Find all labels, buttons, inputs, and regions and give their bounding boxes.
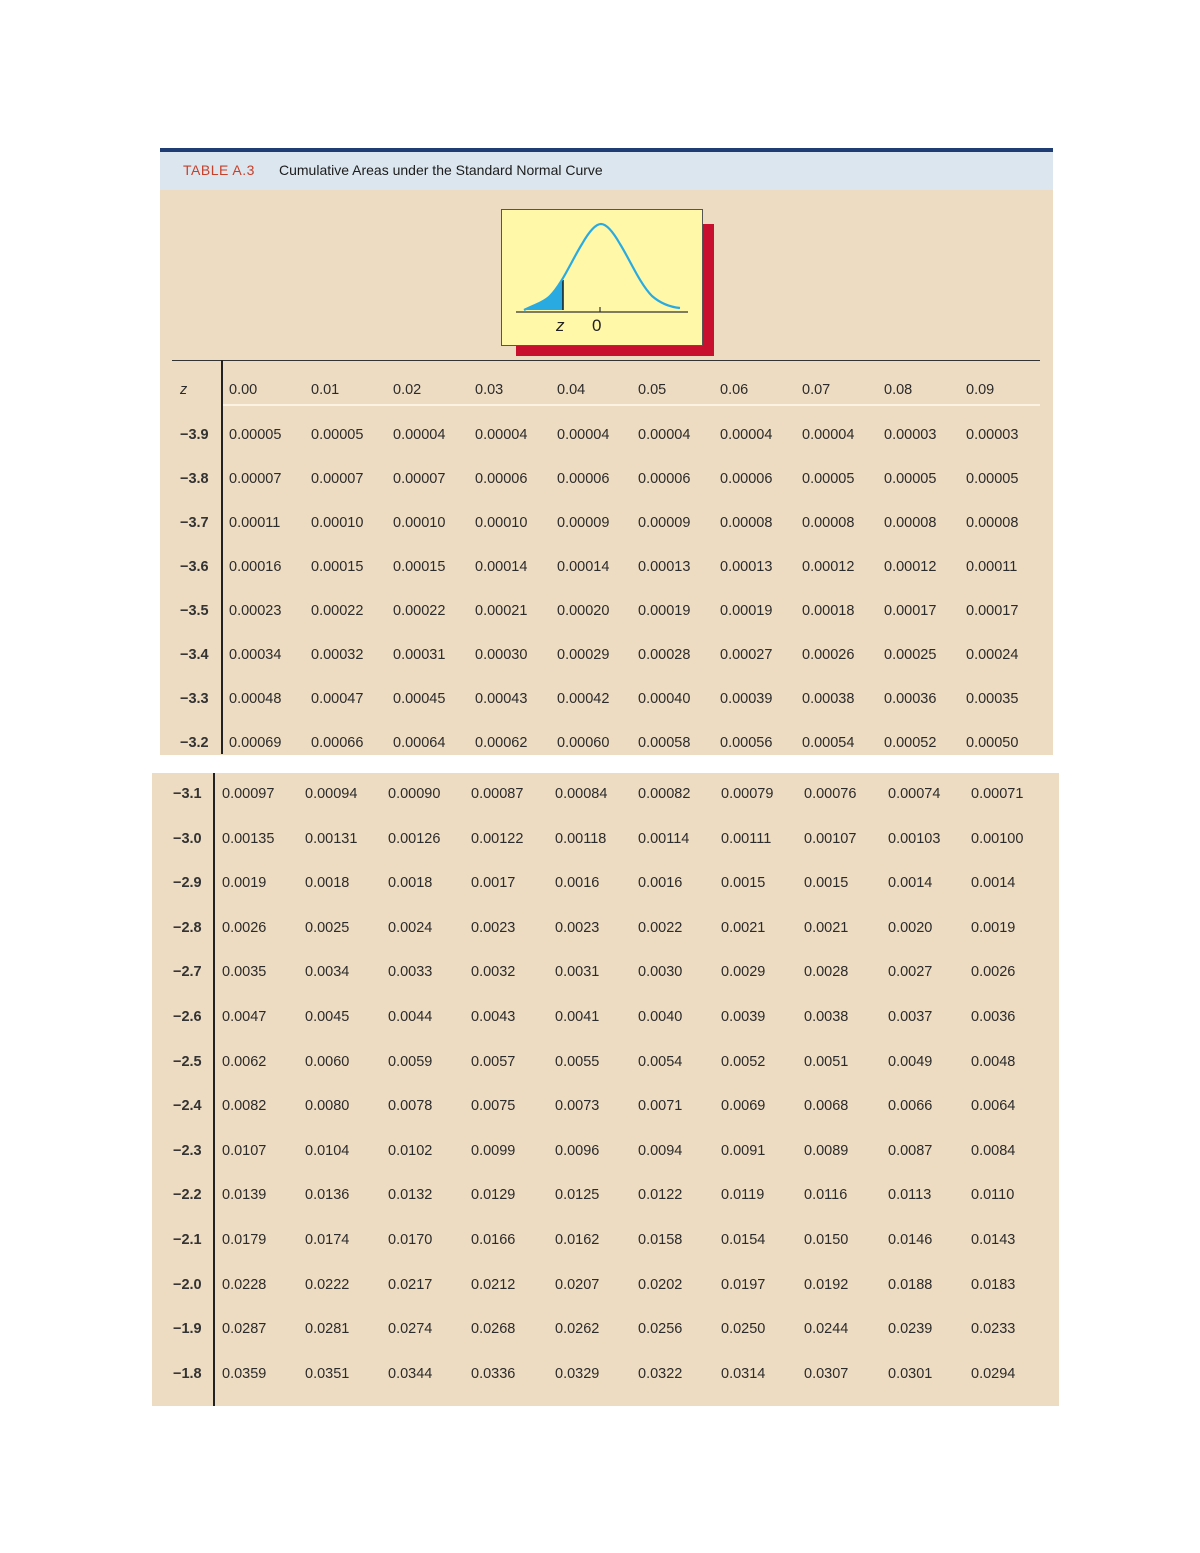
z-row-label: −3.7 <box>180 515 209 531</box>
table-cell: 0.0057 <box>471 1053 516 1070</box>
table-cell: 0.0268 <box>471 1321 516 1338</box>
table-cell: 0.00114 <box>638 830 690 847</box>
table-cell: 0.0062 <box>222 1053 267 1070</box>
table-cell: 0.0122 <box>638 1187 683 1204</box>
table-cell: 0.0014 <box>888 875 933 892</box>
table-cell: 0.00023 <box>229 603 282 619</box>
table-cell: 0.00007 <box>311 471 364 487</box>
table-cell: 0.0020 <box>888 919 933 936</box>
table-cell: 0.0022 <box>638 919 683 936</box>
z-row-label: −3.0 <box>173 830 202 847</box>
table-cell: 0.00045 <box>393 691 446 707</box>
table-cell: 0.00010 <box>393 515 446 531</box>
table-cell: 0.00012 <box>884 559 937 575</box>
table-cell: 0.00021 <box>475 603 528 619</box>
table-cell: 0.0170 <box>388 1232 433 1248</box>
table-cell: 0.00005 <box>884 471 937 487</box>
table-cell: 0.0048 <box>971 1053 1016 1070</box>
table-cell: 0.0068 <box>804 1098 849 1115</box>
table-cell: 0.00126 <box>388 830 441 847</box>
table-cell: 0.0351 <box>305 1365 350 1382</box>
table-cell: 0.0038 <box>804 1009 849 1025</box>
table-cell: 0.00122 <box>471 830 524 847</box>
table-cell: 0.0032 <box>471 964 516 981</box>
table-cell: 0.00011 <box>229 515 281 531</box>
table-cell: 0.00036 <box>884 691 937 707</box>
table-cell: 0.00118 <box>555 830 607 847</box>
table-cell: 0.00028 <box>638 647 691 663</box>
table-cell: 0.00004 <box>638 427 691 443</box>
table-cell: 0.0015 <box>804 875 849 892</box>
z-row-label: −3.1 <box>173 786 202 802</box>
table-cell: 0.00060 <box>557 735 610 751</box>
table-cell: 0.00034 <box>229 647 282 663</box>
table-cell: 0.0018 <box>388 875 433 892</box>
table-cell: 0.00043 <box>475 691 528 707</box>
table-cell: 0.0107 <box>222 1142 267 1159</box>
table-cell: 0.00026 <box>802 647 855 663</box>
table-cell: 0.00004 <box>557 427 610 443</box>
table-cell: 0.00039 <box>720 691 773 707</box>
table-cell: 0.00079 <box>721 786 774 802</box>
table-cell: 0.0021 <box>804 919 849 936</box>
table-cell: 0.0233 <box>971 1321 1016 1338</box>
z-row-label: −2.9 <box>173 875 202 892</box>
table-cell: 0.0314 <box>721 1365 766 1382</box>
table-cell: 0.0091 <box>721 1142 766 1159</box>
table-cell: 0.0039 <box>721 1009 766 1025</box>
table-cell: 0.00015 <box>311 559 364 575</box>
table-cell: 0.00013 <box>720 559 773 575</box>
table-cell: 0.0125 <box>555 1187 600 1204</box>
table-cell: 0.0136 <box>305 1187 350 1204</box>
table-cell: 0.00064 <box>393 735 446 751</box>
table-cell: 0.0274 <box>388 1321 433 1338</box>
table-cell: 0.00131 <box>305 830 358 847</box>
table-cell: 0.0207 <box>555 1276 600 1293</box>
table-cell: 0.0017 <box>471 875 516 892</box>
table-cell: 0.00011 <box>966 559 1018 575</box>
table-cell: 0.0307 <box>804 1365 849 1382</box>
normal-curve-figure <box>501 209 703 346</box>
table-cell: 0.0045 <box>305 1009 350 1025</box>
table-cell: 0.0027 <box>888 964 933 981</box>
table-cell: 0.0222 <box>305 1276 350 1293</box>
table-cell: 0.00006 <box>638 471 691 487</box>
table-cell: 0.00007 <box>229 471 282 487</box>
column-header: 0.06 <box>720 382 749 398</box>
table-cell: 0.0034 <box>305 964 350 981</box>
table-cell: 0.00012 <box>802 559 855 575</box>
table-cell: 0.0059 <box>388 1053 433 1070</box>
z-row-label: −3.9 <box>180 427 209 443</box>
table-cell: 0.0021 <box>721 919 766 936</box>
table-cell: 0.0078 <box>388 1098 433 1115</box>
z-row-label: −2.8 <box>173 919 202 936</box>
table-cell: 0.00056 <box>720 735 773 751</box>
column-header: 0.02 <box>393 382 422 398</box>
column-header: 0.07 <box>802 382 831 398</box>
table-cell: 0.0344 <box>388 1365 433 1382</box>
table-cell: 0.0166 <box>471 1232 516 1248</box>
table-cell: 0.0294 <box>971 1365 1016 1382</box>
z-row-label: −3.8 <box>180 471 209 487</box>
z-row-label: −1.8 <box>173 1365 202 1382</box>
table-cell: 0.0023 <box>555 919 600 936</box>
z-row-label: −2.5 <box>173 1053 202 1070</box>
table-cell: 0.00013 <box>638 559 691 575</box>
table-cell: 0.0202 <box>638 1276 683 1293</box>
table-cell: 0.00008 <box>884 515 937 531</box>
table-cell: 0.0094 <box>638 1142 683 1159</box>
table-cell: 0.00054 <box>802 735 855 751</box>
z-row-label: −2.7 <box>173 964 202 981</box>
table-cell: 0.00015 <box>393 559 446 575</box>
table-cell: 0.00027 <box>720 647 773 663</box>
table-title: Cumulative Areas under the Standard Normal Curve <box>279 162 603 178</box>
table-cell: 0.00006 <box>720 471 773 487</box>
normal-curve <box>524 224 680 310</box>
table-cell: 0.00006 <box>475 471 528 487</box>
table-cell: 0.0080 <box>305 1098 350 1115</box>
table-cell: 0.00009 <box>638 515 691 531</box>
table-cell: 0.00069 <box>229 735 282 751</box>
table-cell: 0.0016 <box>555 875 600 892</box>
z-row-label: −2.0 <box>173 1276 202 1293</box>
table-cell: 0.0016 <box>638 875 683 892</box>
z-column-divider-top <box>221 360 223 754</box>
table-cell: 0.0052 <box>721 1053 766 1070</box>
table-cell: 0.0040 <box>638 1009 683 1025</box>
table-cell: 0.00071 <box>971 786 1024 802</box>
z-row-label: −2.3 <box>173 1142 202 1159</box>
table-cell: 0.0064 <box>971 1098 1016 1115</box>
table-cell: 0.0197 <box>721 1276 766 1293</box>
table-cell: 0.00031 <box>393 647 446 663</box>
table-cell: 0.00005 <box>966 471 1019 487</box>
table-panel-bottom <box>152 773 1059 1406</box>
table-cell: 0.00010 <box>311 515 364 531</box>
table-cell: 0.0051 <box>804 1053 849 1070</box>
table-cell: 0.0132 <box>388 1187 433 1204</box>
table-cell: 0.0281 <box>305 1321 350 1338</box>
table-cell: 0.00100 <box>971 830 1024 847</box>
table-cell: 0.00047 <box>311 691 364 707</box>
table-cell: 0.0026 <box>222 919 267 936</box>
z-row-label: −2.2 <box>173 1187 202 1204</box>
table-cell: 0.0018 <box>305 875 350 892</box>
table-cell: 0.0084 <box>971 1142 1016 1159</box>
table-cell: 0.00050 <box>966 735 1019 751</box>
table-cell: 0.00022 <box>311 603 364 619</box>
column-header: 0.04 <box>557 382 586 398</box>
table-cell: 0.0015 <box>721 875 766 892</box>
column-header: 0.08 <box>884 382 913 398</box>
table-cell: 0.0047 <box>222 1009 267 1025</box>
table-cell: 0.0071 <box>638 1098 683 1115</box>
table-cell: 0.0035 <box>222 964 267 981</box>
table-cell: 0.0037 <box>888 1009 933 1025</box>
table-cell: 0.00019 <box>720 603 773 619</box>
table-cell: 0.0031 <box>555 964 600 981</box>
table-cell: 0.00020 <box>557 603 610 619</box>
column-header: 0.00 <box>229 382 258 398</box>
table-cell: 0.0075 <box>471 1098 516 1115</box>
header-underline <box>222 404 1040 406</box>
table-cell: 0.00004 <box>802 427 855 443</box>
table-cell: 0.0154 <box>721 1232 766 1248</box>
header-rule <box>172 360 1040 361</box>
table-cell: 0.00004 <box>393 427 446 443</box>
table-cell: 0.00024 <box>966 647 1019 663</box>
z-row-label: −3.2 <box>180 735 209 751</box>
table-cell: 0.0113 <box>888 1187 932 1204</box>
table-cell: 0.0150 <box>804 1232 849 1248</box>
table-cell: 0.0073 <box>555 1098 600 1115</box>
table-cell: 0.0089 <box>804 1142 849 1159</box>
table-cell: 0.00014 <box>557 559 610 575</box>
table-cell: 0.00058 <box>638 735 691 751</box>
table-cell: 0.00094 <box>305 786 358 802</box>
table-cell: 0.00018 <box>802 603 855 619</box>
table-cell: 0.00087 <box>471 786 524 802</box>
table-cell: 0.0087 <box>888 1142 933 1159</box>
table-cell: 0.0033 <box>388 964 433 981</box>
table-cell: 0.0143 <box>971 1232 1016 1248</box>
table-cell: 0.00008 <box>802 515 855 531</box>
table-cell: 0.0055 <box>555 1053 600 1070</box>
table-cell: 0.0139 <box>222 1187 267 1204</box>
table-cell: 0.00003 <box>884 427 937 443</box>
table-cell: 0.0179 <box>222 1232 267 1248</box>
table-cell: 0.00040 <box>638 691 691 707</box>
z-column-divider-bottom <box>213 773 215 1406</box>
z-row-label: −1.9 <box>173 1321 202 1338</box>
table-cell: 0.00017 <box>884 603 937 619</box>
table-cell: 0.00017 <box>966 603 1019 619</box>
table-cell: 0.0102 <box>388 1142 433 1159</box>
normal-curve-svg <box>502 210 704 347</box>
table-cell: 0.00111 <box>721 830 772 847</box>
z-column-header: z <box>180 382 188 398</box>
table-cell: 0.00010 <box>475 515 528 531</box>
table-cell: 0.0244 <box>804 1321 849 1338</box>
table-cell: 0.0019 <box>222 875 267 892</box>
table-cell: 0.0146 <box>888 1232 933 1248</box>
table-cell: 0.00014 <box>475 559 528 575</box>
table-cell: 0.0099 <box>471 1142 516 1159</box>
table-cell: 0.0262 <box>555 1321 600 1338</box>
table-cell: 0.0030 <box>638 964 683 981</box>
table-cell: 0.0228 <box>222 1276 267 1293</box>
table-cell: 0.0104 <box>305 1142 350 1159</box>
table-cell: 0.0054 <box>638 1053 683 1070</box>
table-cell: 0.0301 <box>888 1365 933 1382</box>
table-cell: 0.0041 <box>555 1009 600 1025</box>
title-bar <box>160 152 1053 190</box>
table-cell: 0.0060 <box>305 1053 350 1070</box>
table-cell: 0.0014 <box>971 875 1016 892</box>
table-cell: 0.0096 <box>555 1142 600 1159</box>
table-cell: 0.00074 <box>888 786 941 802</box>
table-cell: 0.0029 <box>721 964 766 981</box>
table-cell: 0.00005 <box>229 427 282 443</box>
table-cell: 0.0049 <box>888 1053 933 1070</box>
table-cell: 0.0069 <box>721 1098 766 1115</box>
table-cell: 0.00008 <box>720 515 773 531</box>
table-cell: 0.0082 <box>222 1098 267 1115</box>
table-cell: 0.0116 <box>804 1187 848 1204</box>
table-cell: 0.0044 <box>388 1009 433 1025</box>
z-row-label: −3.4 <box>180 647 209 663</box>
table-cell: 0.0359 <box>222 1365 267 1382</box>
table-cell: 0.00082 <box>638 786 691 802</box>
table-cell: 0.00009 <box>557 515 610 531</box>
table-cell: 0.0110 <box>971 1187 1015 1204</box>
table-cell: 0.00004 <box>720 427 773 443</box>
table-cell: 0.00005 <box>311 427 364 443</box>
shaded-left-tail <box>524 280 563 310</box>
table-cell: 0.0217 <box>388 1276 433 1293</box>
table-cell: 0.0212 <box>471 1276 516 1293</box>
table-cell: 0.0192 <box>804 1276 849 1293</box>
table-cell: 0.00084 <box>555 786 608 802</box>
table-cell: 0.00008 <box>966 515 1019 531</box>
table-cell: 0.0162 <box>555 1232 600 1248</box>
table-cell: 0.00029 <box>557 647 610 663</box>
z-row-label: −3.5 <box>180 603 209 619</box>
column-header: 0.03 <box>475 382 504 398</box>
table-cell: 0.00030 <box>475 647 528 663</box>
table-cell: 0.0250 <box>721 1321 766 1338</box>
table-cell: 0.00035 <box>966 691 1019 707</box>
column-header: 0.05 <box>638 382 667 398</box>
table-cell: 0.0329 <box>555 1365 600 1382</box>
table-cell: 0.00090 <box>388 786 441 802</box>
table-cell: 0.00025 <box>884 647 937 663</box>
table-cell: 0.0043 <box>471 1009 516 1025</box>
table-cell: 0.0026 <box>971 964 1016 981</box>
z-row-label: −3.3 <box>180 691 209 707</box>
table-cell: 0.00107 <box>804 830 857 847</box>
table-cell: 0.00042 <box>557 691 610 707</box>
table-cell: 0.0174 <box>305 1232 350 1248</box>
table-cell: 0.00097 <box>222 786 275 802</box>
z-row-label: −3.6 <box>180 559 209 575</box>
table-cell: 0.0239 <box>888 1321 933 1338</box>
z-row-label: −2.1 <box>173 1232 202 1248</box>
table-cell: 0.0025 <box>305 919 350 936</box>
table-cell: 0.0256 <box>638 1321 683 1338</box>
table-cell: 0.00019 <box>638 603 691 619</box>
column-header: 0.09 <box>966 382 995 398</box>
table-cell: 0.00052 <box>884 735 937 751</box>
table-cell: 0.0129 <box>471 1187 516 1204</box>
table-cell: 0.00004 <box>475 427 528 443</box>
table-cell: 0.00066 <box>311 735 364 751</box>
table-cell: 0.00005 <box>802 471 855 487</box>
table-cell: 0.00038 <box>802 691 855 707</box>
table-cell: 0.0028 <box>804 964 849 981</box>
table-cell: 0.0023 <box>471 919 516 936</box>
z-row-label: −2.4 <box>173 1098 202 1115</box>
table-cell: 0.0287 <box>222 1321 267 1338</box>
table-cell: 0.0322 <box>638 1365 683 1382</box>
table-cell: 0.0019 <box>971 919 1016 936</box>
table-cell: 0.0066 <box>888 1098 933 1115</box>
table-cell: 0.00062 <box>475 735 528 751</box>
figure-z-label: z <box>556 316 565 335</box>
table-number: TABLE A.3 <box>183 162 255 178</box>
table-cell: 0.0158 <box>638 1232 683 1248</box>
table-cell: 0.00003 <box>966 427 1019 443</box>
table-cell: 0.0024 <box>388 919 433 936</box>
column-header: 0.01 <box>311 382 340 398</box>
table-cell: 0.0336 <box>471 1365 516 1382</box>
table-cell: 0.00016 <box>229 559 282 575</box>
table-cell: 0.00007 <box>393 471 446 487</box>
table-cell: 0.00135 <box>222 830 275 847</box>
table-cell: 0.00032 <box>311 647 364 663</box>
table-cell: 0.00076 <box>804 786 857 802</box>
table-cell: 0.0183 <box>971 1276 1016 1293</box>
figure-zero-label: 0 <box>592 316 602 335</box>
table-cell: 0.0119 <box>721 1187 765 1204</box>
table-cell: 0.00006 <box>557 471 610 487</box>
table-cell: 0.00048 <box>229 691 282 707</box>
table-cell: 0.0188 <box>888 1276 933 1293</box>
z-row-label: −2.6 <box>173 1009 202 1025</box>
table-cell: 0.0036 <box>971 1009 1016 1025</box>
table-cell: 0.00022 <box>393 603 446 619</box>
table-cell: 0.00103 <box>888 830 941 847</box>
